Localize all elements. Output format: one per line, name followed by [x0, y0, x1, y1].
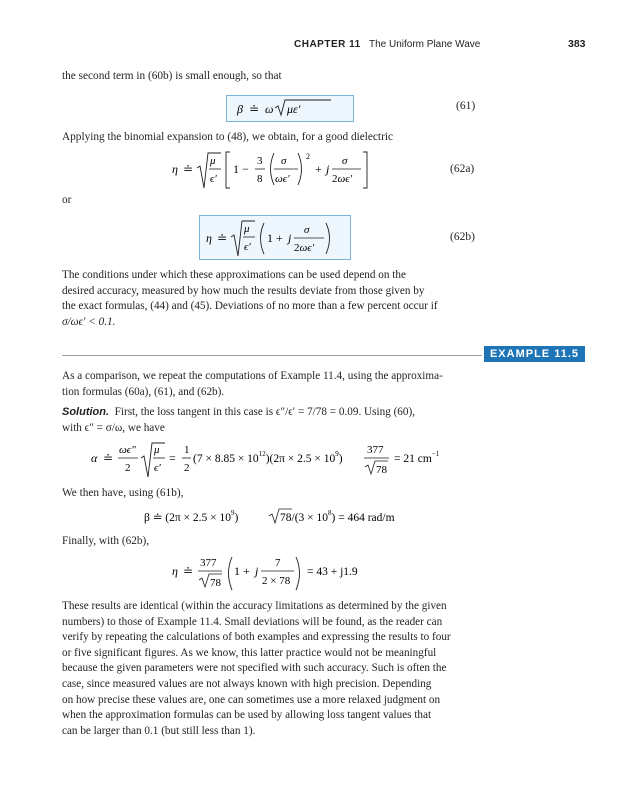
svg-text:η: η — [172, 564, 178, 578]
svg-text:1 +: 1 + — [234, 564, 250, 578]
paragraph-line: As a comparison, we repeat the computations of Example 11.4, using the approxima- — [62, 370, 443, 382]
svg-text:2: 2 — [306, 152, 310, 161]
svg-text:2ωϵ′: 2ωϵ′ — [294, 242, 315, 254]
chapter-label: CHAPTER 11 — [294, 39, 361, 50]
alpha-exp-9: 9 — [335, 450, 339, 458]
svg-text:(7 × 8.85 × 1012)(2π × 2.5 × 1 — [193, 450, 343, 465]
eta-result: = 43 + j1.9 — [307, 566, 358, 578]
svg-text:η: η — [206, 231, 212, 245]
eta-den: 2 × 78 — [262, 575, 291, 587]
svg-text:1 −: 1 − — [233, 162, 249, 176]
svg-text:ωϵ′: ωϵ′ — [275, 173, 290, 185]
solution-line-1: First, the loss tangent in this case is ϵ″/ϵ′ = 7/78 = 0.09. Using (60), — [114, 406, 416, 418]
paragraph-line: numbers) to those of Example 11.4. Small deviations will be found, as the reader can — [62, 615, 443, 628]
equation-62a — [170, 148, 370, 193]
paragraph-line: because the given parameters were not specified with such accuracy. Such is often the — [62, 662, 447, 675]
finally-line: Finally, with (62b), — [62, 535, 150, 547]
beta-exp-9: 9 — [230, 509, 235, 517]
svg-text:j: j — [255, 564, 259, 578]
binomial-line: Applying the binomial expansion to (48), we obtain, for a good dielectric — [62, 131, 393, 143]
paragraph-line: on how precise these values are, one can sometimes use a more relaxed judgment on — [62, 693, 441, 706]
svg-text:ϵ′: ϵ′ — [244, 241, 251, 253]
paragraph-line: the exact formulas, (44) and (45). Deviations of no more than a few percent occur if — [62, 300, 438, 313]
alpha-num-377: 377 — [367, 444, 384, 456]
equation-61-box — [226, 95, 354, 122]
intro-line: the second term in (60b) is small enough, so that — [62, 70, 282, 82]
svg-text:2: 2 — [125, 462, 131, 474]
equation-62a-number: (62a) — [450, 163, 475, 175]
beta-part-2: ) — [234, 512, 239, 524]
svg-text:8: 8 — [257, 173, 263, 185]
svg-text:= 21 cm−1 — [394, 450, 440, 465]
equation-62b — [200, 216, 350, 259]
paragraph-line: case, since measured values are not always known with high precision. Depending — [62, 677, 432, 690]
svg-text:j: j — [326, 162, 330, 176]
equation-62b-number: (62b) — [450, 231, 475, 243]
svg-text:1 +: 1 + — [267, 231, 283, 245]
eta-num-377: 377 — [200, 557, 217, 569]
alpha-equation — [85, 440, 480, 482]
paragraph-line: tion formulas (60a), (61), and (62b). — [62, 385, 225, 398]
svg-text:ω: ω — [265, 102, 274, 116]
svg-text:μ: μ — [210, 155, 216, 167]
closing-paragraph — [62, 599, 474, 739]
svg-text:η: η — [172, 162, 178, 176]
svg-text:ϵ′: ϵ′ — [210, 173, 217, 185]
beta-exp-8: 8 — [328, 509, 332, 517]
svg-text:2: 2 — [184, 462, 190, 474]
svg-text:≐: ≐ — [183, 564, 194, 578]
svg-text:≐: ≐ — [249, 102, 260, 116]
paragraph-line: when the approximation formulas can be used by allowing loss tangent values that — [62, 709, 432, 722]
alpha-factor-3: ) — [338, 453, 343, 465]
svg-text:σ: σ — [281, 155, 287, 167]
svg-text:1: 1 — [184, 444, 190, 456]
svg-text:σ: σ — [304, 224, 310, 236]
svg-text:≐: ≐ — [217, 231, 228, 245]
svg-text:β ≐ (2π × 2.5 × 109) — [144, 509, 238, 524]
svg-text:=: = — [169, 451, 176, 465]
svg-text:με′: με′ — [287, 102, 301, 116]
paragraph-line: can be larger than 0.1 (but still less than 1). — [62, 724, 256, 737]
svg-text:j: j — [288, 231, 292, 245]
example-statement — [62, 369, 474, 400]
equation-61 — [227, 96, 353, 121]
example-badge: EXAMPLE 11.5 — [484, 346, 585, 362]
solution-block — [62, 405, 474, 436]
conditions-paragraph — [62, 268, 474, 330]
svg-text:β: β — [237, 102, 243, 116]
eta-den-78: 78 — [210, 577, 221, 589]
example-divider — [62, 355, 482, 356]
page-number: 383 — [568, 38, 586, 50]
equation-61-number: (61) — [456, 100, 476, 112]
paragraph-line: or five significant figures. As we know, this latter practice would not be meaningful — [62, 646, 437, 659]
svg-text:≐: ≐ — [183, 162, 194, 176]
paragraph-line: These results are identical (within the accuracy limitations as determined by the given — [62, 600, 447, 612]
solution-line-2: with ϵ″ = σ/ω, we have — [62, 421, 165, 434]
alpha-factor-1: (7 × 8.85 × 10 — [193, 453, 259, 465]
alpha-exp-12: 12 — [258, 450, 266, 458]
eta-equation — [168, 552, 388, 596]
beta-equation — [140, 506, 440, 528]
svg-text:+: + — [315, 162, 322, 176]
paragraph-line: desired accuracy, measured by how much the results deviate from those given by — [62, 284, 425, 297]
paragraph-line: σ/ωϵ′ < 0.1. — [62, 315, 116, 328]
beta-sqrt-78: 78 — [280, 512, 292, 524]
svg-text:ϵ′: ϵ′ — [154, 462, 161, 474]
svg-text:σ: σ — [342, 155, 348, 167]
svg-text:78/(3 × 108) = 464 rad/m — [280, 509, 395, 524]
chapter-title: The Uniform Plane Wave — [369, 39, 481, 50]
svg-text:μ: μ — [154, 444, 160, 456]
then-line: We then have, using (61b), — [62, 487, 184, 499]
alpha-symbol: α — [91, 451, 98, 465]
alpha-den-78: 78 — [376, 464, 387, 476]
or-word: or — [62, 194, 72, 206]
beta-part-1: β ≐ (2π × 2.5 × 10 — [144, 512, 231, 524]
beta-part-4: ) = 464 rad/m — [331, 512, 395, 524]
alpha-result-exp: −1 — [431, 450, 440, 458]
alpha-factor-2: )(2π × 2.5 × 10 — [265, 453, 336, 465]
eta-num-7: 7 — [275, 557, 281, 569]
paragraph-line: The conditions under which these approximations can be used depend on the — [62, 269, 406, 281]
paragraph-line: verify by repeating the calculations of both examples and expressing the results to four — [62, 631, 451, 644]
svg-text:ωϵ″: ωϵ″ — [119, 444, 136, 456]
svg-text:3: 3 — [257, 155, 263, 167]
svg-text:μ: μ — [244, 223, 250, 235]
solution-label: Solution. — [62, 406, 110, 418]
svg-text:≐: ≐ — [103, 451, 114, 465]
beta-part-3: /(3 × 10 — [291, 512, 329, 524]
equation-62b-box — [199, 215, 351, 260]
svg-text:2ωϵ′: 2ωϵ′ — [332, 173, 353, 185]
alpha-result: = 21 cm — [394, 453, 432, 465]
